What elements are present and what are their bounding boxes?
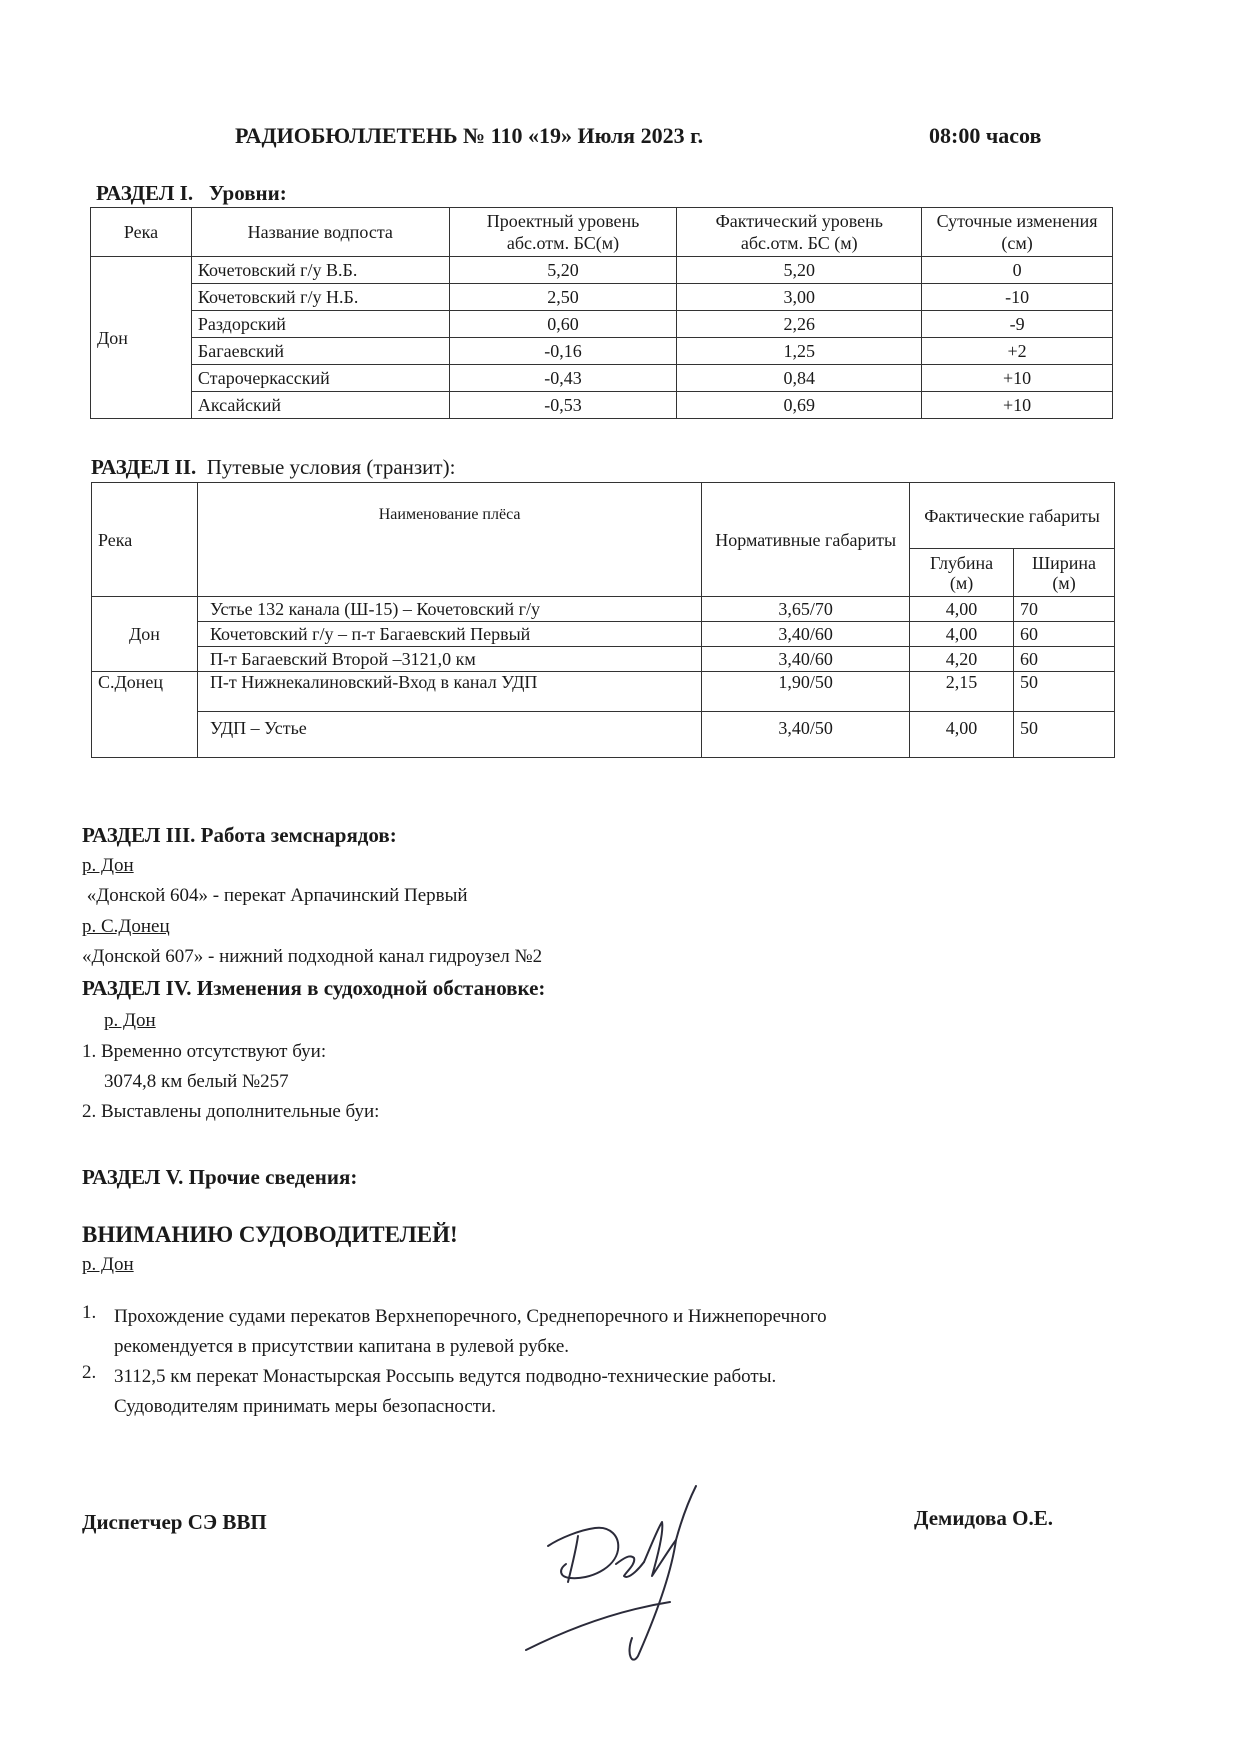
list-item (82, 1302, 1082, 1362)
table-row (91, 311, 1113, 338)
actual-level: 0,84 (677, 365, 922, 392)
depth-value: 4,00 (910, 597, 1014, 622)
width-value: 50 (1014, 672, 1115, 712)
table-row (92, 712, 1115, 758)
daily-change: +2 (922, 338, 1113, 365)
bulletin-time: 08:00 часов (929, 123, 1042, 148)
design-level: 2,50 (449, 284, 677, 311)
section4-item1: 1. Временно отсутствуют буи: (82, 1041, 327, 1062)
list-item-line2: Судоводителям принимать меры безопасности. (114, 1396, 497, 1417)
daily-change: -9 (922, 311, 1113, 338)
section3-title: РАЗДЕЛ III. Работа земснарядов: (82, 823, 397, 847)
attention-river: р. Дон (82, 1254, 134, 1275)
normative-dims: 1,90/50 (702, 672, 910, 712)
col-actual-level: Фактический уровень абс.отм. БС (м) (677, 208, 922, 257)
section5-title: РАЗДЕЛ V. Прочие сведения: (82, 1165, 358, 1189)
depth-value: 2,15 (910, 672, 1014, 712)
transit-header-row (92, 483, 1115, 549)
actual-level: 0,69 (677, 392, 922, 419)
actual-level: 1,25 (677, 338, 922, 365)
width-value: 60 (1014, 622, 1115, 647)
design-level: -0,16 (449, 338, 677, 365)
design-level: 5,20 (449, 257, 677, 284)
section4-item2: 2. Выставлены дополнительные буи: (82, 1101, 380, 1122)
list-item (82, 1362, 1082, 1422)
post-name: Кочетовский г/у Н.Б. (191, 284, 449, 311)
depth-value: 4,00 (910, 622, 1014, 647)
width-value: 50 (1014, 712, 1115, 758)
col-depth: Глубина (м) (910, 549, 1014, 597)
river-cell: С.Донец (92, 672, 198, 758)
list-item-line2: рекомендуется в присутствии капитана в рулевой рубке. (114, 1336, 570, 1357)
normative-dims: 3,40/60 (702, 647, 910, 672)
col-reach: Наименование плёса (197, 483, 701, 597)
col-river: Река (91, 208, 192, 257)
table-row (91, 257, 1113, 284)
col-daily-change: Суточные изменения (см) (922, 208, 1113, 257)
daily-change: +10 (922, 365, 1113, 392)
dispatcher-name: Демидова О.Е. (914, 1506, 1053, 1530)
section2-heading (91, 455, 455, 480)
reach-name: Кочетовский г/у – п-т Багаевский Первый (197, 622, 701, 647)
section1-title: РАЗДЕЛ I. (96, 181, 194, 205)
section3-river2: р. С.Донец (82, 916, 170, 937)
table-row (91, 338, 1113, 365)
col-design-level: Проектный уровень абс.отм. БС(м) (449, 208, 677, 257)
col-width: Ширина (м) (1014, 549, 1115, 597)
levels-table (90, 207, 1113, 419)
table-row (92, 672, 1115, 712)
normative-dims: 3,40/60 (702, 622, 910, 647)
table-row (92, 647, 1115, 672)
post-name: Раздорский (191, 311, 449, 338)
col-actual-dims: Фактические габариты (910, 483, 1115, 549)
post-name: Аксайский (191, 392, 449, 419)
table-row (92, 622, 1115, 647)
section3-dredge2: «Донской 607» - нижний подходной канал гидроузел №2 (82, 946, 543, 967)
design-level: -0,43 (449, 365, 677, 392)
attention-list (82, 1302, 1082, 1422)
col-post-name: Название водпоста (191, 208, 449, 257)
design-level: 0,60 (449, 311, 677, 338)
bulletin-title: РАДИОБЮЛЛЕТЕНЬ № 110 «19» Июля 2023 г. (235, 123, 704, 148)
river-cell: Дон (92, 597, 198, 672)
transit-table (91, 482, 1115, 758)
table-row (91, 284, 1113, 311)
normative-dims: 3,40/50 (702, 712, 910, 758)
post-name: Кочетовский г/у В.Б. (191, 257, 449, 284)
reach-name: П-т Нижнекалиновский-Вход в канал УДП (197, 672, 701, 712)
list-item-number: 2. (82, 1362, 97, 1383)
section4-title: РАЗДЕЛ IV. Изменения в судоходной обстановке: (82, 976, 546, 1000)
table-row (92, 597, 1115, 622)
river-cell: Дон (91, 257, 192, 419)
section3-dredge1: «Донской 604» - перекат Арпачинский Первый (82, 885, 468, 906)
width-value: 60 (1014, 647, 1115, 672)
reach-name: Устье 132 канала (Ш-15) – Кочетовский г/у (197, 597, 701, 622)
post-name: Багаевский (191, 338, 449, 365)
levels-header-row (91, 208, 1113, 257)
reach-name: П-т Багаевский Второй –3121,0 км (197, 647, 701, 672)
daily-change: 0 (922, 257, 1113, 284)
depth-value: 4,20 (910, 647, 1014, 672)
section2-subtitle: Путевые условия (транзит): (206, 455, 456, 479)
actual-level: 2,26 (677, 311, 922, 338)
section2-title: РАЗДЕЛ II. (91, 455, 197, 479)
reach-name: УДП – Устье (197, 712, 701, 758)
section4-river: р. Дон (104, 1010, 156, 1031)
daily-change: +10 (922, 392, 1113, 419)
dispatcher-position: Диспетчер СЭ ВВП (82, 1510, 267, 1534)
section3-river1: р. Дон (82, 855, 134, 876)
design-level: -0,53 (449, 392, 677, 419)
daily-change: -10 (922, 284, 1113, 311)
attention-title: ВНИМАНИЮ СУДОВОДИТЕЛЕЙ! (82, 1222, 458, 1247)
col-river: Река (92, 483, 198, 597)
section1-subtitle: Уровни: (208, 181, 287, 205)
normative-dims: 3,65/70 (702, 597, 910, 622)
actual-level: 5,20 (677, 257, 922, 284)
section4-item1-detail: 3074,8 км белый №257 (104, 1071, 289, 1092)
list-item-line1: Прохождение судами перекатов Верхнепоречного, Среднепоречного и Нижнепоречного (114, 1306, 827, 1327)
actual-level: 3,00 (677, 284, 922, 311)
table-row (91, 392, 1113, 419)
col-normative: Нормативные габариты (702, 483, 910, 597)
depth-value: 4,00 (910, 712, 1014, 758)
post-name: Старочеркасский (191, 365, 449, 392)
list-item-number: 1. (82, 1302, 97, 1323)
table-row (91, 365, 1113, 392)
width-value: 70 (1014, 597, 1115, 622)
section1-heading (96, 181, 287, 206)
signature-image (520, 1478, 740, 1668)
list-item-line1: 3112,5 км перекат Монастырская Россыпь ведутся подводно-технические работы. (114, 1366, 777, 1387)
